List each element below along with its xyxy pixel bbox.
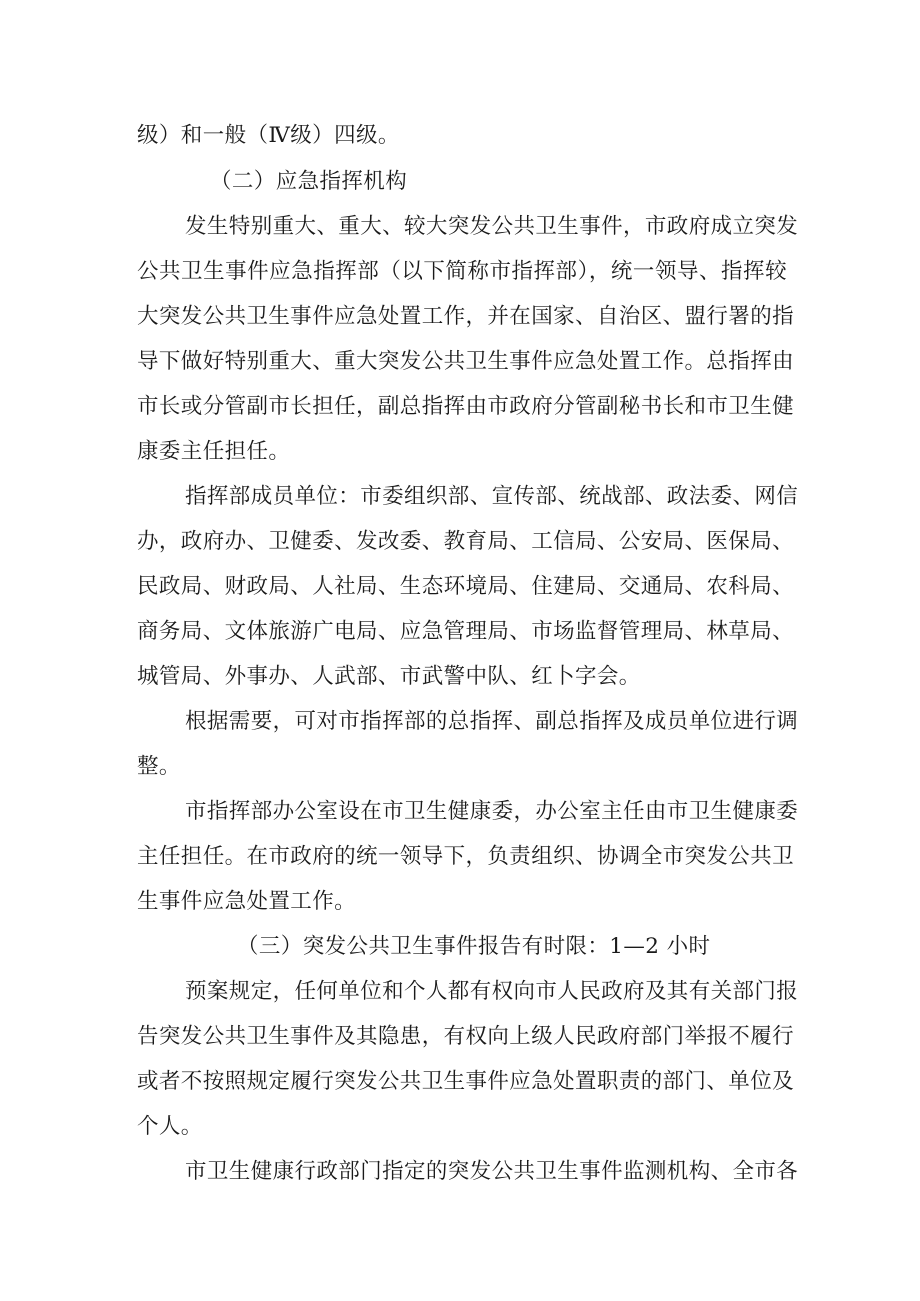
paragraph-line: 公共卫生事件应急指挥部（以下简称市指挥部），统一领导、指挥较	[137, 259, 787, 284]
paragraph-line: 个人。	[137, 1114, 203, 1139]
paragraph-line: 城管局、外事办、人武部、市武警中队、红卜字会。	[137, 664, 641, 689]
paragraph-line: 发生特别重大、重大、较大突发公共卫生事件，市政府成立突发	[185, 214, 799, 239]
paragraph-line: 市指挥部办公室设在市卫生健康委，办公室主任由市卫生健康委	[185, 799, 799, 824]
paragraph-line: 生事件应急处置工作。	[137, 889, 357, 914]
paragraph-line: 市卫生健康行政部门指定的突发公共卫生事件监测机构、全市各	[185, 1159, 799, 1184]
text-line: 级）和一般（Ⅳ级）四级。	[137, 123, 400, 148]
paragraph-line: 办，政府办、卫健委、发改委、教育局、工信局、公安局、医保局、	[137, 529, 795, 554]
paragraph-line: 商务局、文体旅游广电局、应急管理局、市场监督管理局、林草局、	[137, 619, 795, 644]
paragraph-line: 预案规定，任何单位和个人都有权向市人民政府及其有关部门报	[185, 979, 799, 1004]
paragraph-line: 导下做好特别重大、重大突发公共卫生事件应急处置工作。总指挥由	[137, 349, 795, 374]
paragraph-line: 主任担任。在市政府的统一领导下，负责组织、协调全市突发公共卫	[137, 844, 795, 869]
paragraph-line: 民政局、财政局、人社局、生态环境局、住建局、交通局、农科局、	[137, 574, 795, 599]
paragraph-line: 或者不按照规定履行突发公共卫生事件应急处置职责的部门、单位及	[137, 1069, 795, 1094]
paragraph-line: 整。	[137, 754, 181, 779]
section-heading: （二）应急指挥机构	[210, 169, 408, 194]
paragraph-line: 根据需要，可对市指挥部的总指挥、副总指挥及成员单位进行调	[185, 709, 799, 734]
paragraph-line: 康委主任担任。	[137, 439, 291, 464]
paragraph-line: 大突发公共卫生事件应急处置工作，并在国家、自治区、盟行署的指	[137, 304, 795, 329]
paragraph-line: 告突发公共卫生事件及其隐患，有权向上级人民政府部门举报不履行	[137, 1024, 795, 1049]
paragraph-line: 指挥部成员单位：市委组织部、宣传部、统战部、政法委、网信	[185, 484, 799, 509]
paragraph-line: 市长或分管副市长担任，副总指挥由市政府分管副秘书长和市卫生健	[137, 394, 795, 419]
section-heading: （三）突发公共卫生事件报告有时限：1—2 小时	[237, 934, 711, 959]
